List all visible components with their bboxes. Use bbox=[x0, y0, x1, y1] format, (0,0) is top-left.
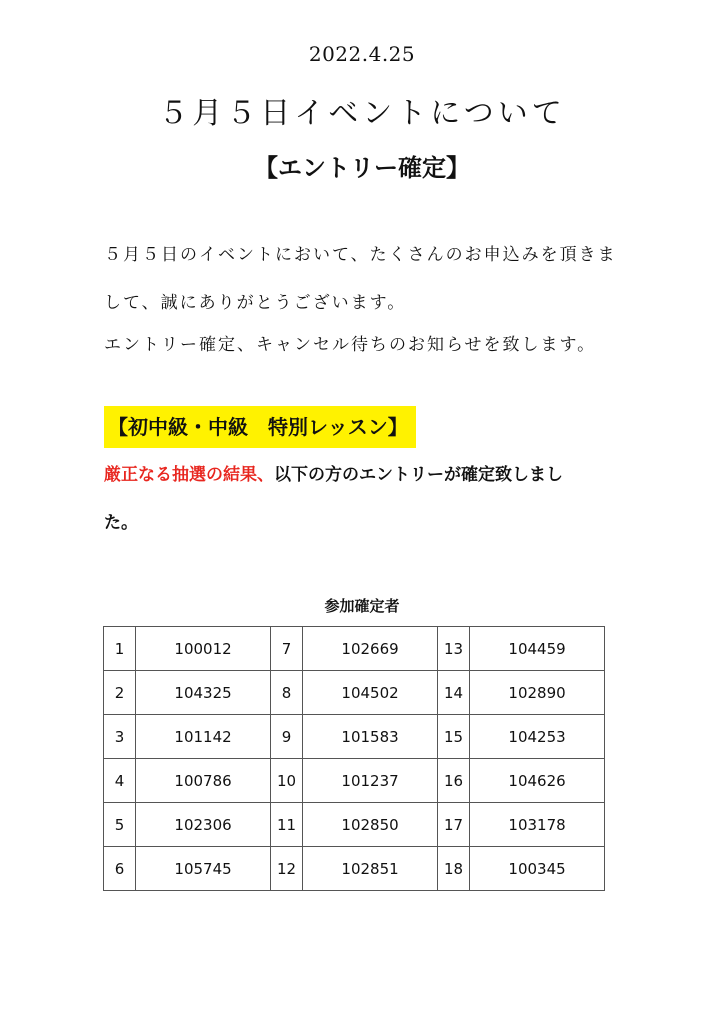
entry-id: 100786 bbox=[136, 759, 271, 803]
entry-id: 102890 bbox=[470, 671, 605, 715]
entry-number: 1 bbox=[104, 627, 136, 671]
table-row bbox=[104, 715, 605, 759]
entry-number: 10 bbox=[270, 759, 302, 803]
entry-id: 100345 bbox=[470, 847, 605, 891]
entry-number: 3 bbox=[104, 715, 136, 759]
result-line-1 bbox=[104, 460, 624, 485]
entry-id: 100012 bbox=[136, 627, 271, 671]
result-text: 以下の方のエントリーが確定致しまし bbox=[274, 465, 563, 485]
entry-number: 9 bbox=[270, 715, 302, 759]
entry-id: 104459 bbox=[470, 627, 605, 671]
entry-number: 14 bbox=[437, 671, 469, 715]
document-subtitle: 【エントリー確定】 bbox=[254, 154, 470, 182]
entry-id: 103178 bbox=[470, 803, 605, 847]
entry-number: 11 bbox=[270, 803, 302, 847]
entry-number: 2 bbox=[104, 671, 136, 715]
entry-id: 102669 bbox=[303, 627, 438, 671]
entry-number: 7 bbox=[270, 627, 302, 671]
entry-id: 102306 bbox=[136, 803, 271, 847]
entry-number: 18 bbox=[437, 847, 469, 891]
table-caption: 参加確定者 bbox=[324, 597, 400, 615]
table-row bbox=[104, 627, 605, 671]
intro-line-3: エントリー確定、キャンセル待ちのお知らせを致します。 bbox=[104, 335, 597, 355]
entry-number: 8 bbox=[270, 671, 302, 715]
entry-number: 17 bbox=[437, 803, 469, 847]
entry-id: 101237 bbox=[303, 759, 438, 803]
entry-id: 102850 bbox=[303, 803, 438, 847]
entries-table bbox=[103, 626, 605, 891]
entry-id: 104325 bbox=[136, 671, 271, 715]
document-date: 2022.4.25 bbox=[308, 42, 416, 66]
result-highlight: 厳正なる抽選の結果、 bbox=[104, 465, 274, 485]
entry-number: 4 bbox=[104, 759, 136, 803]
table-row bbox=[104, 671, 605, 715]
entry-number: 5 bbox=[104, 803, 136, 847]
table-row bbox=[104, 759, 605, 803]
entry-id: 104253 bbox=[470, 715, 605, 759]
result-line-2: た。 bbox=[104, 513, 138, 533]
intro-line-2: して、誠にありがとうございます。 bbox=[104, 293, 407, 313]
table-row bbox=[104, 803, 605, 847]
entry-number: 12 bbox=[270, 847, 302, 891]
entry-id: 102851 bbox=[303, 847, 438, 891]
entry-id: 105745 bbox=[136, 847, 271, 891]
entry-number: 6 bbox=[104, 847, 136, 891]
entry-number: 13 bbox=[437, 627, 469, 671]
entry-id: 104626 bbox=[470, 759, 605, 803]
entry-id: 101142 bbox=[136, 715, 271, 759]
entry-id: 101583 bbox=[303, 715, 438, 759]
document-title: ５月５日イベントについて bbox=[158, 96, 566, 131]
section-heading: 【初中級・中級 特別レッスン】 bbox=[104, 406, 416, 448]
intro-line-1: ５月５日のイベントにおいて、たくさんのお申込みを頂きま bbox=[104, 245, 617, 265]
entry-number: 16 bbox=[437, 759, 469, 803]
entry-id: 104502 bbox=[303, 671, 438, 715]
table-row bbox=[104, 847, 605, 891]
entry-number: 15 bbox=[437, 715, 469, 759]
